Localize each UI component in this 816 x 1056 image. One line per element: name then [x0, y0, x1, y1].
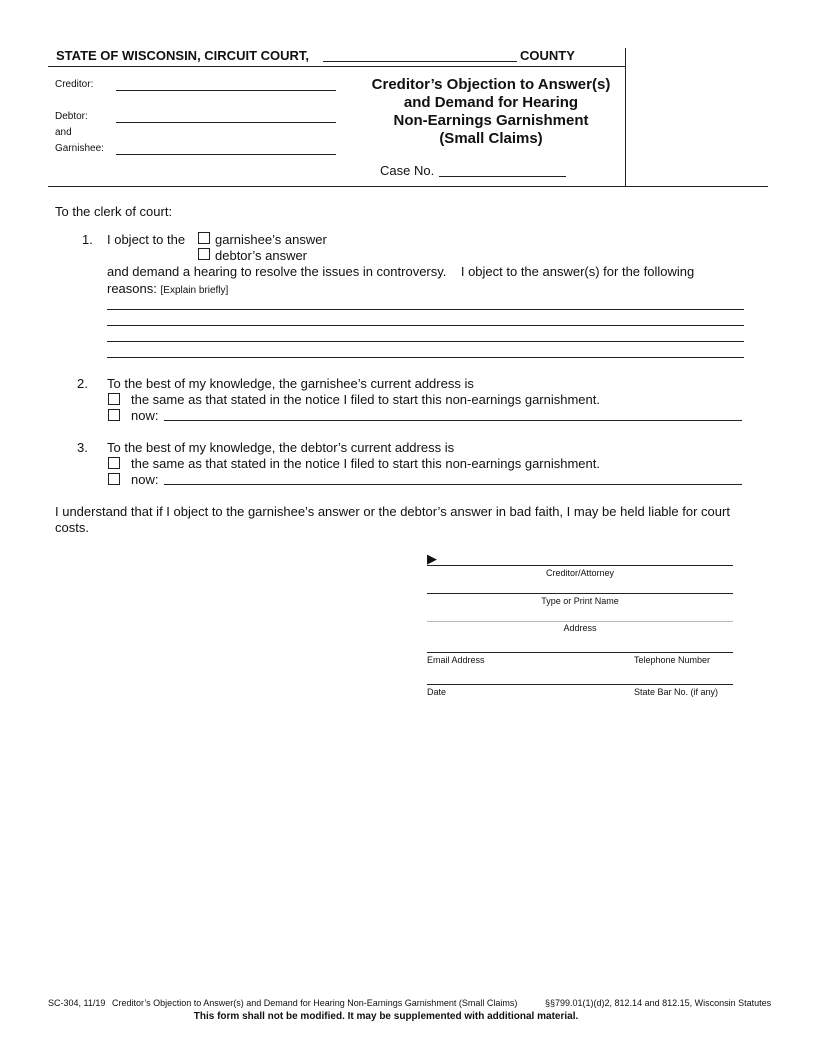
- debtor-answer-label: debtor’s answer: [215, 248, 308, 263]
- form-title: [352, 76, 630, 148]
- item1-lead: I object to the: [107, 232, 186, 247]
- item2-number: 2.: [77, 376, 88, 391]
- state-bar-label: State Bar No. (if any): [634, 687, 719, 697]
- title-line-4: (Small Claims): [439, 130, 543, 147]
- title-line-1: Creditor’s Objection to Answer(s): [371, 76, 611, 93]
- header-top-rule: [48, 66, 626, 67]
- case-no-label: Case No.: [380, 163, 435, 178]
- reasons-line-2[interactable]: [107, 325, 744, 326]
- type-or-print-name-label: Type or Print Name: [541, 596, 619, 606]
- date-label: Date: [427, 687, 447, 697]
- creditor-input[interactable]: [116, 76, 336, 91]
- footer-statutes: §§799.01(1)(d)2, 812.14 and 812.15, Wisconsin Statutes: [545, 998, 772, 1008]
- footer-form-title: Creditor’s Objection to Answer(s) and Demand for Hearing Non-Earnings Garnishment (Small Claims): [112, 998, 518, 1008]
- item3-text: To the best of my knowledge, the debtor’s current address is: [107, 440, 455, 455]
- debtor-answer-checkbox[interactable]: [198, 248, 210, 260]
- county-label: COUNTY: [520, 48, 575, 63]
- garnishee-now-address-input[interactable]: [164, 406, 742, 421]
- header-bottom-rule: [48, 186, 768, 187]
- debtor-input[interactable]: [116, 108, 336, 123]
- item1-text: and demand a hearing to resolve the issues in controversy. I object to the answer(s) for the following: [107, 264, 695, 279]
- bad-faith-acknowledgment: I understand that if I object to the garnishee’s answer or the debtor’s answer in bad faith, I may be held liable for court costs.: [55, 504, 730, 535]
- and-label: and: [55, 127, 72, 138]
- court-header: [56, 48, 309, 63]
- email-label: Email Address: [427, 655, 485, 665]
- county-input[interactable]: [323, 47, 517, 62]
- case-no-input[interactable]: [439, 162, 566, 177]
- garnishee-same-address-checkbox[interactable]: [108, 393, 120, 405]
- reasons-line-3[interactable]: [107, 341, 744, 342]
- debtor-label: Debtor:: [55, 111, 88, 122]
- debtor-now-address-checkbox[interactable]: [108, 473, 120, 485]
- address-label: Address: [563, 623, 597, 633]
- debtor-same-address-checkbox[interactable]: [108, 457, 120, 469]
- telephone-label: Telephone Number: [634, 655, 711, 665]
- garnishee-answer-label: garnishee’s answer: [215, 232, 327, 247]
- reasons-hint: [Explain briefly]: [160, 285, 229, 296]
- name-line[interactable]: [427, 593, 733, 594]
- intro-text: To the clerk of court:: [55, 204, 173, 219]
- footer-notice: This form shall not be modified. It may be supplemented with additional material.: [193, 1011, 579, 1022]
- reasons-label-text: reasons:: [107, 281, 157, 296]
- garnishee-answer-checkbox[interactable]: [198, 232, 210, 244]
- footer-form-id: SC-304, 11/19: [48, 998, 106, 1008]
- item3-number: 3.: [77, 440, 88, 455]
- garnishee-now-label: now:: [131, 408, 159, 423]
- item2-text: To the best of my knowledge, the garnishee’s current address is: [107, 376, 474, 391]
- title-line-3: Non-Earnings Garnishment: [393, 112, 589, 129]
- email-phone-line[interactable]: [427, 652, 733, 653]
- creditor-attorney-label: Creditor/Attorney: [545, 568, 615, 578]
- reasons-line-1[interactable]: [107, 309, 744, 310]
- creditor-label: Creditor:: [55, 79, 94, 90]
- garnishee-same-address-label: the same as that stated in the notice I filed to start this non-earnings garnishment.: [131, 392, 600, 407]
- address-line[interactable]: [427, 621, 733, 622]
- signature-arrow-icon: ▶: [427, 551, 437, 566]
- garnishee-label: Garnishee:: [55, 143, 104, 154]
- date-bar-line[interactable]: [427, 684, 733, 685]
- garnishee-input[interactable]: [116, 140, 336, 155]
- reasons-line-4[interactable]: [107, 357, 744, 358]
- item1-number: 1.: [82, 232, 93, 247]
- signature-line[interactable]: [427, 565, 733, 566]
- garnishee-now-address-checkbox[interactable]: [108, 409, 120, 421]
- debtor-now-address-input[interactable]: [164, 470, 742, 485]
- reasons-label: [107, 281, 228, 296]
- debtor-now-label: now:: [131, 472, 159, 487]
- court-prefix: STATE OF WISCONSIN, CIRCUIT COURT,: [56, 48, 310, 63]
- debtor-same-address-label: the same as that stated in the notice I filed to start this non-earnings garnishment.: [131, 456, 600, 471]
- title-line-2: and Demand for Hearing: [403, 94, 579, 111]
